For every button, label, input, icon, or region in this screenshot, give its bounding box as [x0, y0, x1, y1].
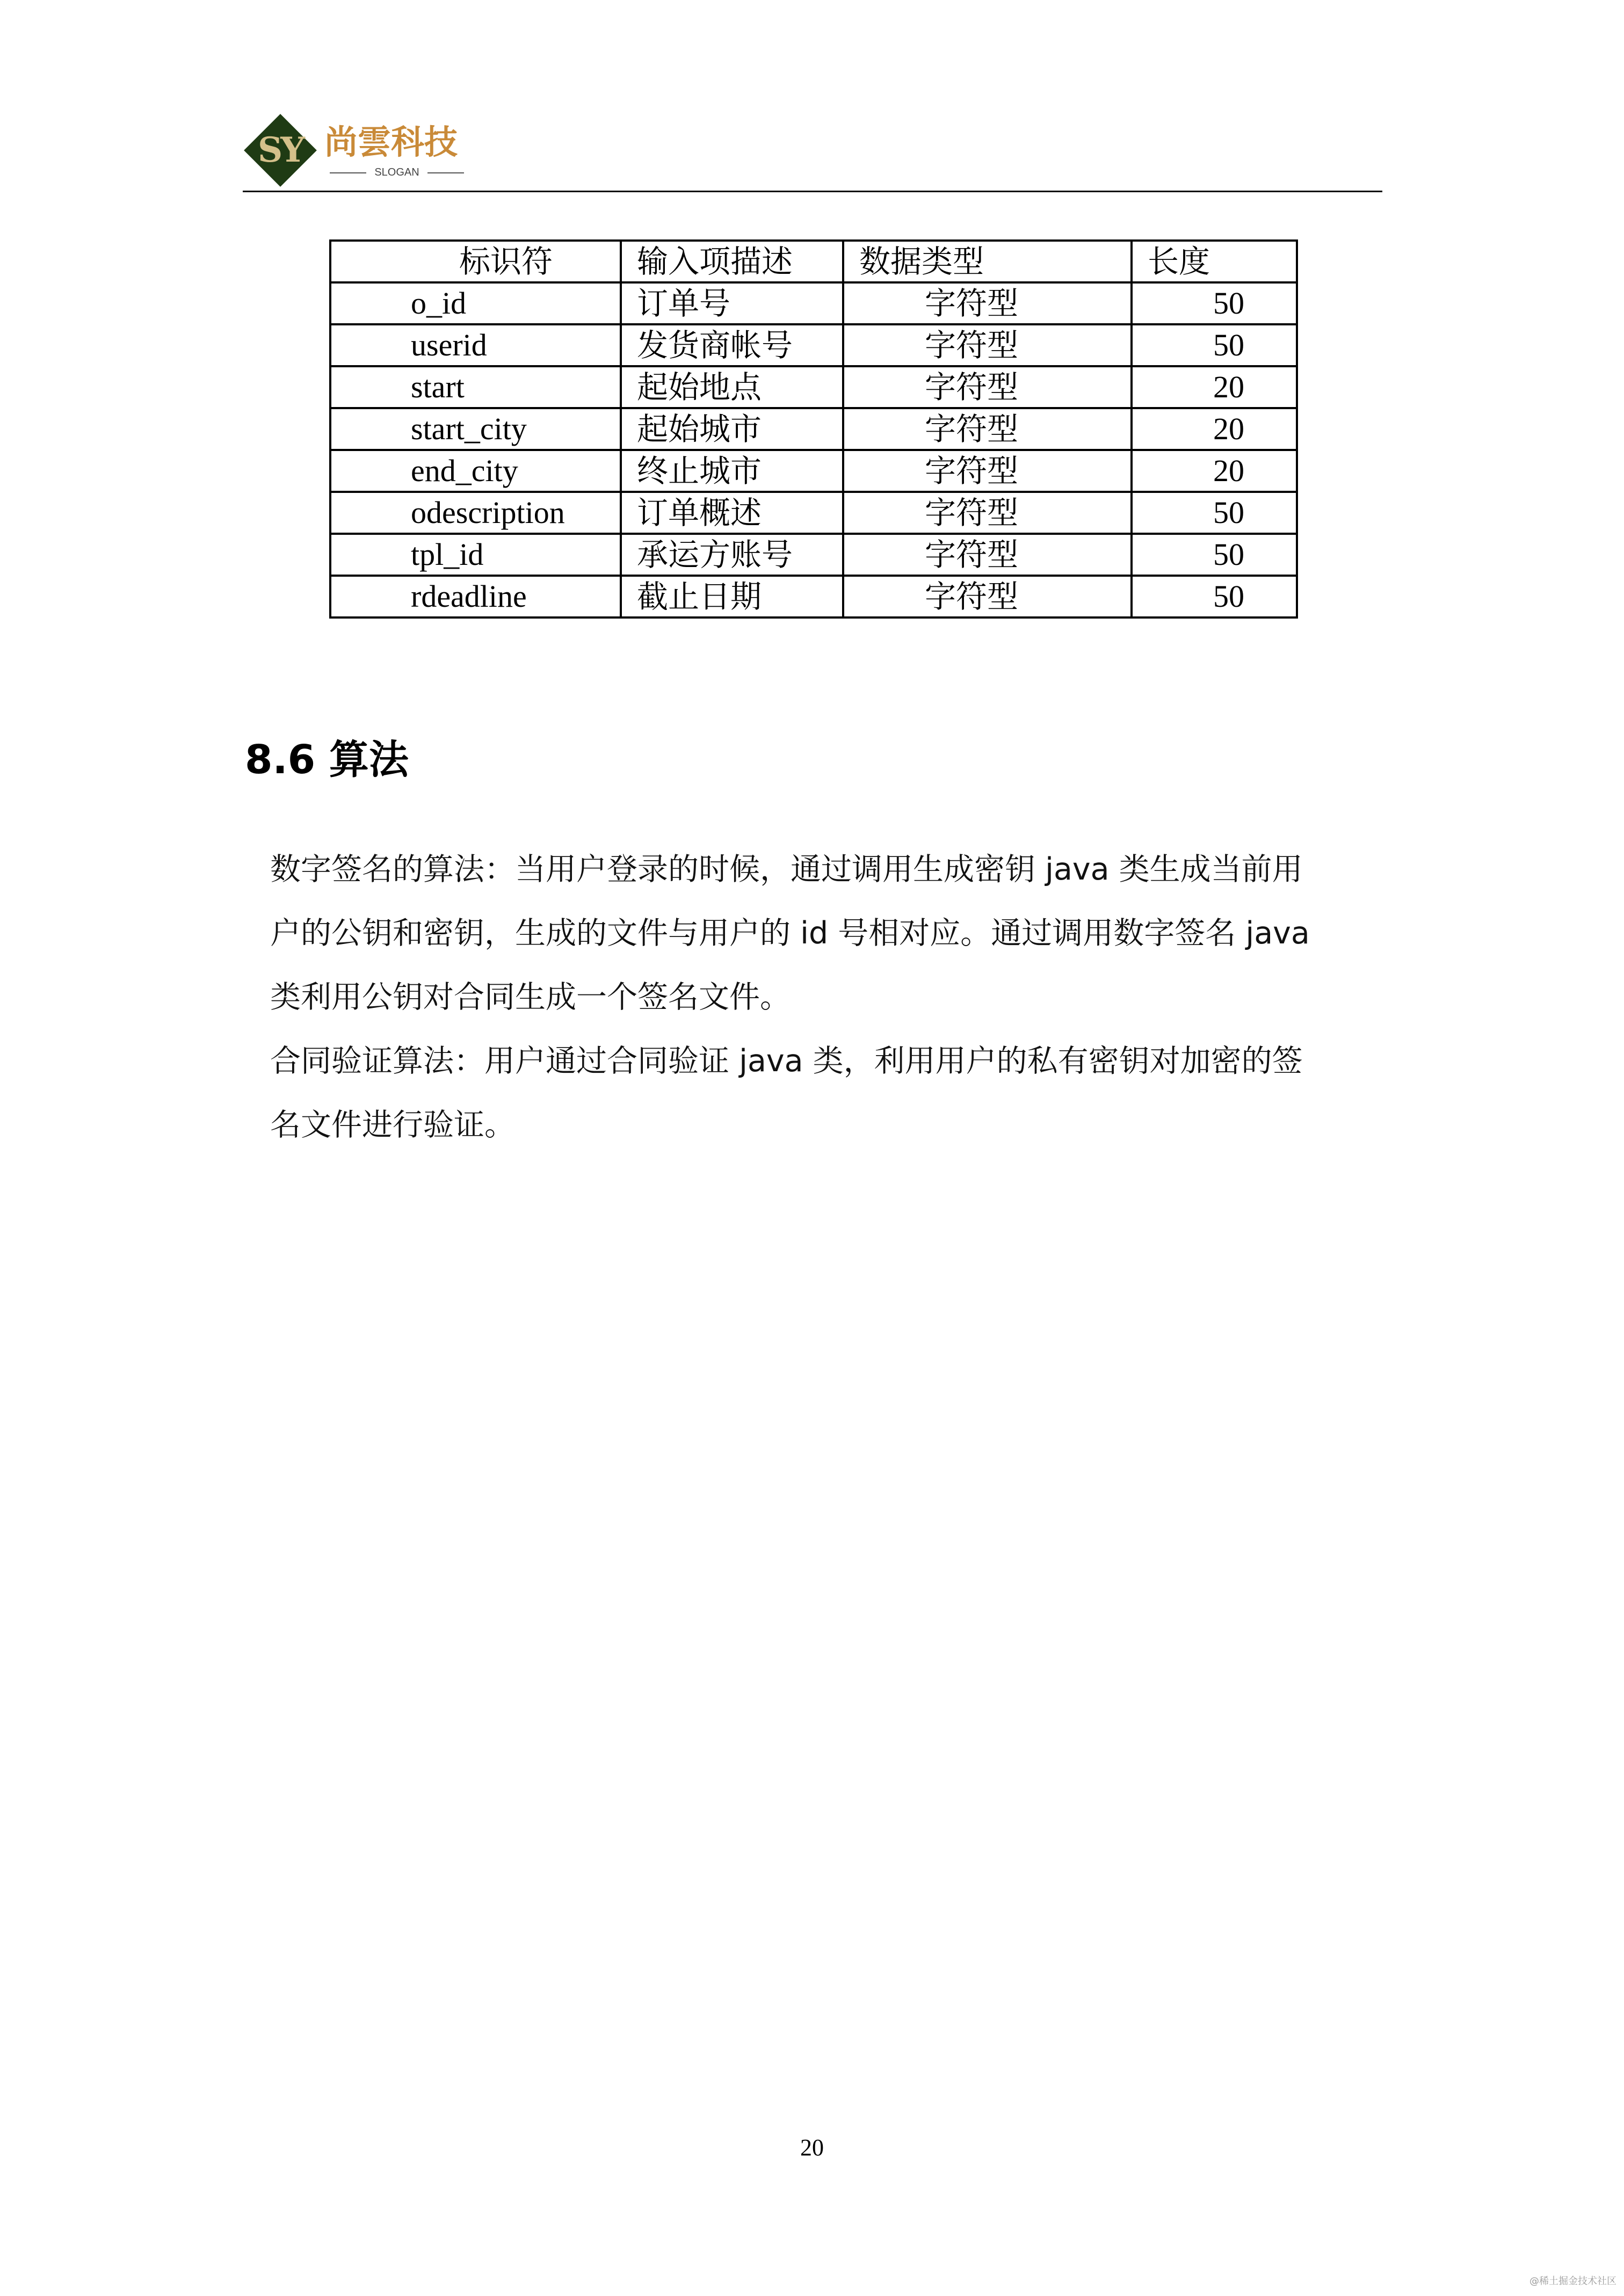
logo-mark: SY — [258, 130, 303, 170]
cell-length: 50 — [1132, 576, 1297, 617]
paragraph-contract-verification — [270, 1029, 1398, 1157]
cell-identifier: end_city — [330, 450, 621, 492]
cell-datatype: 字符型 — [843, 534, 1132, 576]
cell-datatype: 字符型 — [843, 492, 1132, 534]
cell-length: 20 — [1132, 408, 1297, 450]
paragraph-line: 类利用公钥对合同生成一个签名文件。 — [270, 979, 791, 1015]
header-logo — [244, 119, 469, 187]
table-row — [330, 366, 1297, 408]
cell-identifier: userid — [330, 324, 621, 366]
table-row — [330, 282, 1297, 324]
cell-identifier: odescription — [330, 492, 621, 534]
cell-length: 50 — [1132, 282, 1297, 324]
table-row — [330, 492, 1297, 534]
cell-length: 50 — [1132, 492, 1297, 534]
header-divider — [243, 191, 1382, 192]
table-row — [330, 408, 1297, 450]
cell-identifier: o_id — [330, 282, 621, 324]
paragraph-line: 户的公钥和密钥，生成的文件与用户的 id 号相对应。通过调用数字签名 java — [270, 916, 1310, 951]
table-row — [330, 324, 1297, 366]
cell-description: 承运方账号 — [621, 534, 843, 576]
header-cell-length: 长度 — [1132, 241, 1297, 282]
cell-description: 终止城市 — [621, 450, 843, 492]
cell-description: 起始地点 — [621, 366, 843, 408]
table-row — [330, 450, 1297, 492]
cell-datatype: 字符型 — [843, 282, 1132, 324]
slogan-divider-right — [427, 172, 464, 173]
paragraph-line: 名文件进行验证。 — [270, 1107, 515, 1143]
table-row — [330, 576, 1297, 617]
cell-length: 50 — [1132, 324, 1297, 366]
cell-description: 发货商帐号 — [621, 324, 843, 366]
section-title: 8.6 算法 — [245, 737, 409, 783]
logo-slogan — [330, 164, 464, 180]
cell-identifier: rdeadline — [330, 576, 621, 617]
cell-length: 20 — [1132, 450, 1297, 492]
page-number: 20 — [800, 2134, 824, 2161]
cell-length: 20 — [1132, 366, 1297, 408]
logo-name: 尚雲科技 — [324, 122, 458, 162]
watermark: @稀土掘金技术社区 — [1529, 2276, 1616, 2287]
cell-description: 截止日期 — [621, 576, 843, 617]
cell-identifier: start_city — [330, 408, 621, 450]
header-cell-datatype: 数据类型 — [843, 241, 1132, 282]
cell-datatype: 字符型 — [843, 576, 1132, 617]
paragraph-line: 合同验证算法：用户通过合同验证 java 类，利用用户的私有密钥对加密的签 — [270, 1043, 1303, 1079]
paragraph-signature-algorithm — [270, 838, 1398, 1029]
cell-length: 50 — [1132, 534, 1297, 576]
cell-datatype: 字符型 — [843, 324, 1132, 366]
paragraph-line: 数字签名的算法：当用户登录的时候，通过调用生成密钥 java 类生成当前用 — [270, 852, 1303, 887]
cell-description: 订单概述 — [621, 492, 843, 534]
cell-identifier: start — [330, 366, 621, 408]
header-cell-identifier: 标识符 — [330, 241, 621, 282]
cell-identifier: tpl_id — [330, 534, 621, 576]
cell-description: 订单号 — [621, 282, 843, 324]
cell-description: 起始城市 — [621, 408, 843, 450]
header-cell-description: 输入项描述 — [621, 241, 843, 282]
slogan-text: SLOGAN — [374, 166, 419, 178]
table-header-row — [330, 241, 1297, 282]
cell-datatype: 字符型 — [843, 408, 1132, 450]
cell-datatype: 字符型 — [843, 450, 1132, 492]
slogan-divider-left — [330, 172, 366, 173]
field-spec-table — [329, 239, 1298, 619]
table-row — [330, 534, 1297, 576]
cell-datatype: 字符型 — [843, 366, 1132, 408]
